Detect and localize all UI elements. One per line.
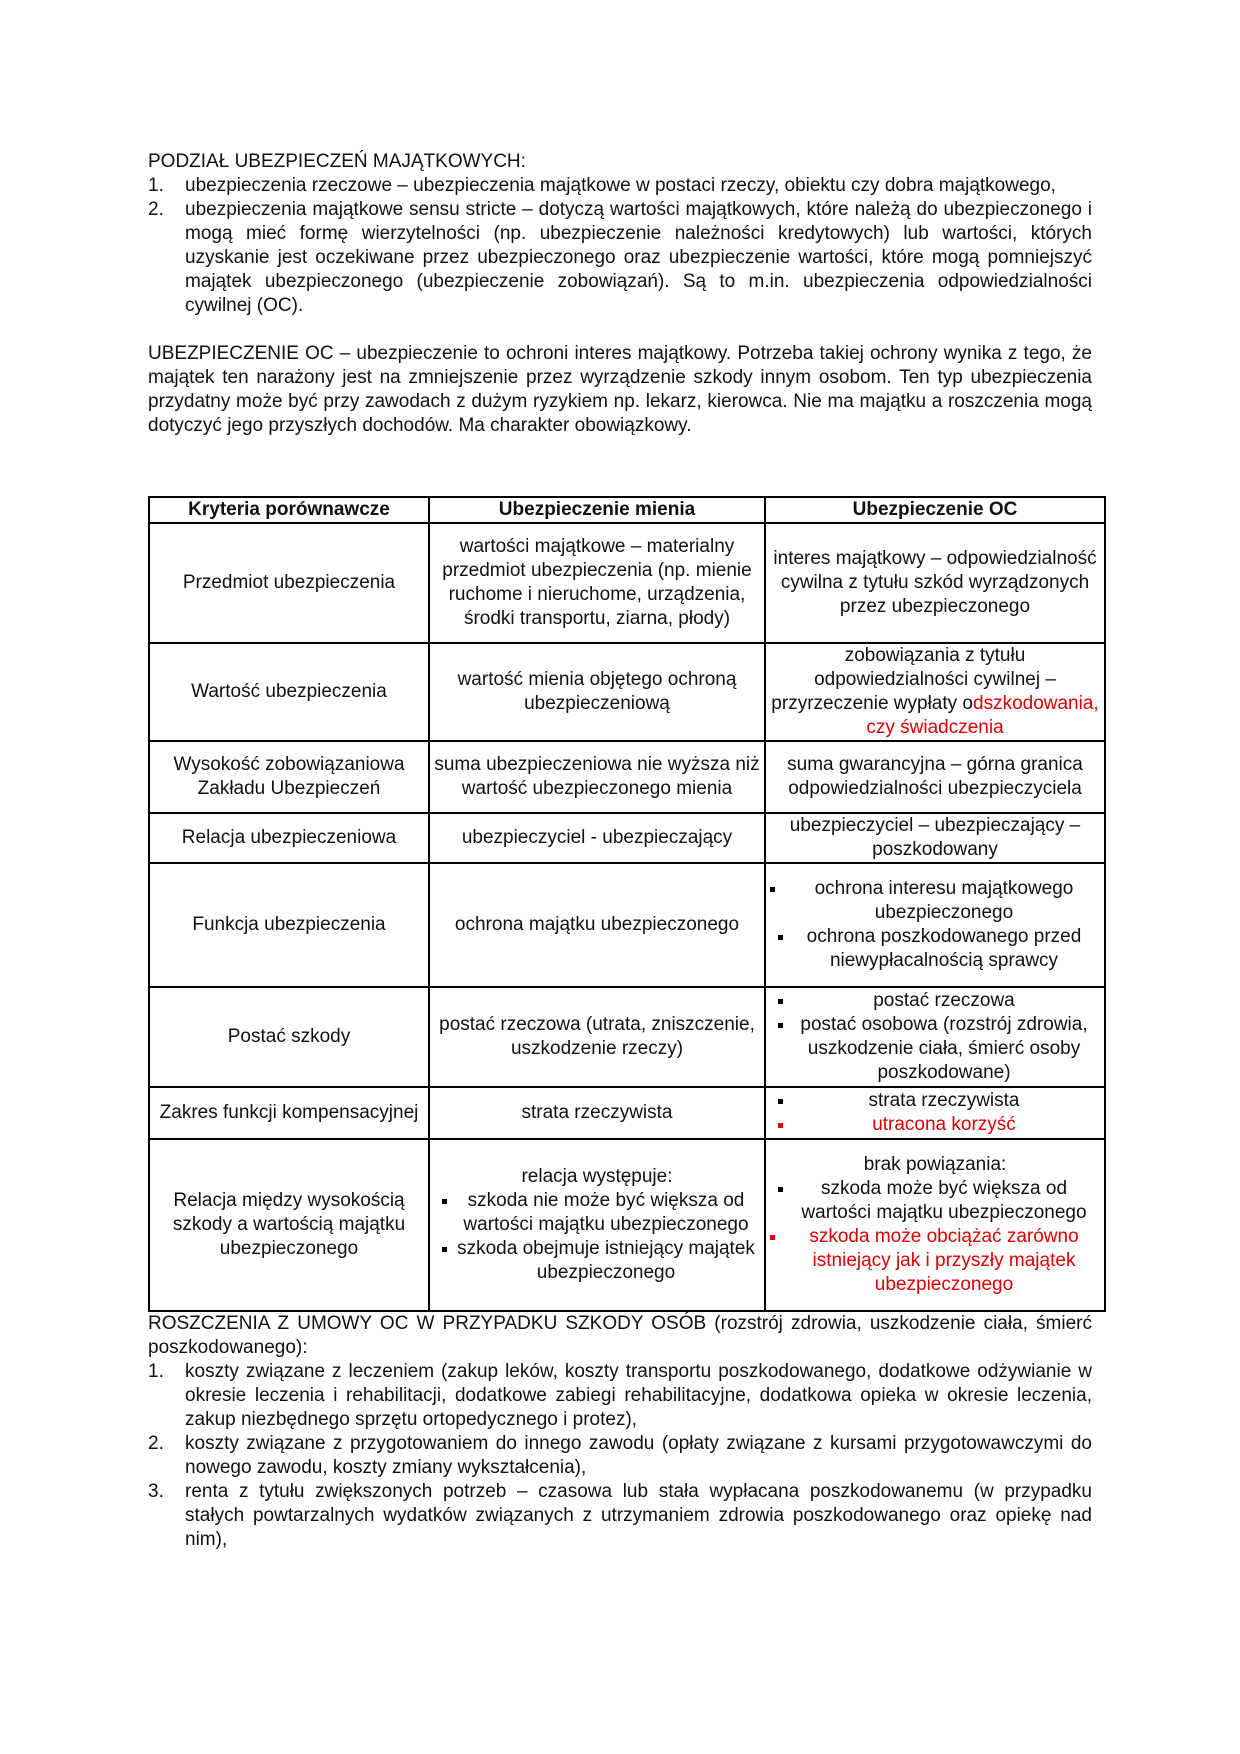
cell-criterion: Wysokość zobowiązaniowa Zakładu Ubezpieczeń [149,741,429,813]
oc-paragraph: UBEZPIECZENIE OC – ubezpieczenie to ochroni interes majątkowy. Potrzeba takiej ochrony wynika z tego, że majątek ten narażony jest na zmniejszenie przez wyrządzenie szkody innym osobom. Ten typ ubezpieczenia przydatny może być przy zawodach z dużym ryzykiem np. lekarz, kierowca. Nie ma majątku a roszczenia mogą dotyczyć jego przyszłych dochodów. Ma charakter obowiązkowy. [148,343,1092,436]
table-row [149,523,1105,643]
square-bullet-icon [778,935,783,940]
cell-mienie: wartość mienia objętego ochroną ubezpieczeniową [429,643,765,741]
header-criteria: Kryteria porównawcze [149,497,429,523]
bullet-text: ochrona interesu majątkowego ubezpieczonego [814,878,1074,923]
list-number: 2. [148,1433,164,1454]
cell-mienie: postać rzeczowa (utrata, zniszczenie, uszkodzenie rzeczy) [429,987,765,1087]
table-row [149,1087,1105,1139]
list-item [148,1432,1092,1480]
bullet-item [770,1113,1100,1137]
table-row [149,813,1105,863]
bullet-item [770,1177,1100,1225]
list-number: 1. [148,175,164,196]
cell-oc: suma gwarancyjna – górna granica odpowiedzialności ubezpieczyciela [765,741,1105,813]
square-bullet-icon [770,887,775,892]
bullet-item [770,1225,1100,1297]
square-bullet-icon [778,999,783,1004]
document-content [148,150,1099,1552]
bullet-item [770,925,1100,973]
cell-oc: interes majątkowy – odpowiedzialność cywilna z tytułu szkód wyrządzonych przez ubezpieczonego [765,523,1105,643]
cell-oc [765,863,1105,987]
intro-list [148,174,1092,318]
list-item [148,174,1092,198]
list-text: ubezpieczenia majątkowe sensu stricte – dotyczą wartości majątkowych, które należą do ubezpieczonego i mogą mieć formę wierzytelności (np. ubezpieczenie należności kredytowych) lub wartości, których uzyskanie jest oczekiwane przez ubezpieczonego oraz ubezpieczenie wartości, które mogą pomniejszyć majątek ubezpieczonego (ubezpieczenie zobowiązań). Są to m.in. ubezpieczenia odpowiedzialności cywilnej (OC). [185,199,1092,316]
bullet-list [434,1189,760,1285]
cell-oc-text: zobowiązania z tytułu odpowiedzialności cywilnej – przyrzeczenie wypłaty o [771,645,1056,714]
cell-oc [765,987,1105,1087]
list-number: 3. [148,1481,164,1502]
cell-criterion: Postać szkody [149,987,429,1087]
bullet-item [770,1013,1100,1085]
bullet-list [770,877,1100,973]
bullet-item [434,1189,760,1237]
square-bullet-icon [442,1199,447,1204]
spacer [148,318,1092,342]
cell-oc: ubezpieczyciel – ubezpieczający – poszkodowany [765,813,1105,863]
list-item [148,1360,1092,1432]
comparison-table [148,496,1106,1312]
cell-criterion: Wartość ubezpieczenia [149,643,429,741]
square-bullet-icon [778,1023,783,1028]
cell-oc-red-text: dszkodowania, czy świadczenia [866,693,1099,738]
cell-criterion: Zakres funkcji kompensacyjnej [149,1087,429,1139]
bullet-text: ochrona poszkodowanego przed niewypłacalnością sprawcy [806,926,1082,971]
cell-mienie: suma ubezpieczeniowa nie wyższa niż wartość ubezpieczonego mienia [429,741,765,813]
cell-mienie: ubezpieczyciel - ubezpieczający [429,813,765,863]
bullet-text: postać rzeczowa [873,990,1015,1011]
cell-oc [765,1087,1105,1139]
header-oc: Ubezpieczenie OC [765,497,1105,523]
cell-oc [765,1139,1105,1311]
cell-mienie: ochrona majątku ubezpieczonego [429,863,765,987]
list-number: 1. [148,1361,164,1382]
cell-mienie [429,1139,765,1311]
bullet-text: szkoda obejmuje istniejący majątek ubezpieczonego [457,1238,755,1283]
square-bullet-icon [778,1099,783,1104]
cell-oc [765,643,1105,741]
table-row [149,987,1105,1087]
cell-criterion: Relacja między wysokością szkody a wartością majątku ubezpieczonego [149,1139,429,1311]
bullet-text: szkoda może być większa od wartości majątku ubezpieczonego [801,1178,1087,1223]
square-bullet-icon [778,1187,783,1192]
square-bullet-icon [770,1235,775,1240]
cell-mienie: wartości majątkowe – materialny przedmiot ubezpieczenia (np. mienie ruchome i nieruchome, urządzenia, środki transportu, ziarna, płody) [429,523,765,643]
list-item [148,1480,1092,1552]
table-header-row [149,497,1105,523]
bullet-text: strata rzeczywista [868,1090,1020,1111]
claims-heading: ROSZCZENIA Z UMOWY OC W PRZYPADKU SZKODY OSÓB (rozstrój zdrowia, uszkodzenie ciała, śmierć poszkodowanego): [148,1313,1092,1358]
bullet-item [434,1237,760,1285]
list-item [148,198,1092,318]
square-bullet-icon [442,1247,447,1252]
list-text: koszty związane z leczeniem (zakup leków, koszty transportu poszkodowanego, dodatkowe odżywianie w okresie leczenia i rehabilitacji, dodatkowe zabiegi rehabilitacyjne, dodatkowa opieka w okresie leczenia, zakup niezbędnego sprzętu ortopedycznego i protez), [185,1361,1092,1430]
bullet-text: postać osobowa (rozstrój zdrowia, uszkodzenie ciała, śmierć osoby poszkodowane) [800,1014,1088,1083]
list-number: 2. [148,199,164,220]
list-text: ubezpieczenia rzeczowe – ubezpieczenia majątkowe w postaci rzeczy, obiektu czy dobra majątkowego, [185,175,1056,196]
bullet-item [770,877,1100,925]
table-row [149,643,1105,741]
bullet-list [770,1089,1100,1137]
table-row [149,863,1105,987]
table-row [149,741,1105,813]
bullet-item [770,989,1100,1013]
cell-criterion: Relacja ubezpieczeniowa [149,813,429,863]
square-bullet-icon [778,1123,783,1128]
claims-list [148,1360,1092,1552]
list-text: renta z tytułu zwiększonych potrzeb – czasowa lub stała wypłacana poszkodowanemu (w przypadku stałych powtarzalnych wydatków związanych z utrzymaniem zdrowia poszkodowanego oraz opiekę nad nim), [185,1481,1092,1550]
table-row [149,1139,1105,1311]
list-text: koszty związane z przygotowaniem do innego zawodu (opłaty związane z kursami przygotowawczymi do nowego zawodu, koszty zmiany wykształcenia), [185,1433,1092,1478]
bullet-list [770,1177,1100,1297]
bullet-list [770,989,1100,1085]
bullet-text: szkoda może obciążać zarówno istniejący jak i przyszły majątek ubezpieczonego [809,1226,1079,1295]
bullet-item [770,1089,1100,1113]
cell-criterion: Funkcja ubezpieczenia [149,863,429,987]
cell-intro: relacja występuje: [521,1166,673,1187]
spacer [148,438,1092,486]
cell-intro: brak powiązania: [863,1154,1007,1175]
header-mienie: Ubezpieczenie mienia [429,497,765,523]
bullet-text: utracona korzyść [872,1114,1016,1135]
intro-heading: PODZIAŁ UBEZPIECZEŃ MAJĄTKOWYCH: [148,151,526,172]
cell-criterion: Przedmiot ubezpieczenia [149,523,429,643]
cell-mienie: strata rzeczywista [429,1087,765,1139]
bullet-text: szkoda nie może być większa od wartości majątku ubezpieczonego [463,1190,749,1235]
